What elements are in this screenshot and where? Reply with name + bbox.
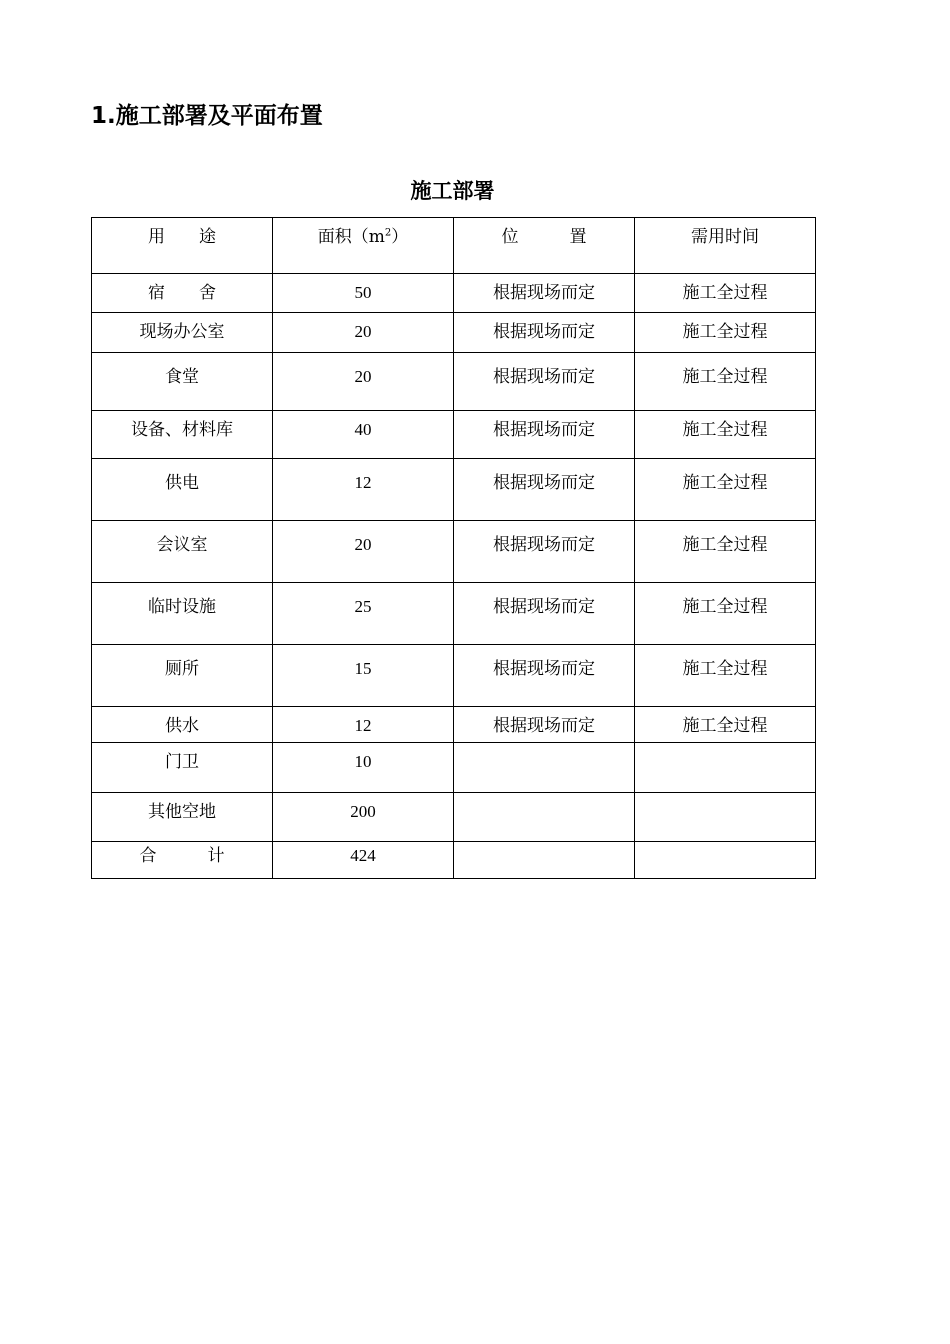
- cell-use: 会议室: [92, 521, 273, 583]
- cell-time: 施工全过程: [635, 411, 816, 459]
- cell-area: 20: [273, 521, 454, 583]
- cell-location: 根据现场而定: [454, 313, 635, 353]
- cell-location: 根据现场而定: [454, 274, 635, 313]
- table-row: [92, 743, 816, 793]
- cell-location: 根据现场而定: [454, 707, 635, 743]
- cell-time: 施工全过程: [635, 521, 816, 583]
- cell-area: 50: [273, 274, 454, 313]
- cell-location: 根据现场而定: [454, 411, 635, 459]
- cell-use: 食堂: [92, 353, 273, 411]
- cell-time: 施工全过程: [635, 274, 816, 313]
- table-row: [92, 274, 816, 313]
- table-row: [92, 842, 816, 879]
- header-location: 位 置: [454, 218, 635, 274]
- cell-use: 厕所: [92, 645, 273, 707]
- table-row: [92, 583, 816, 645]
- cell-time: [635, 842, 816, 879]
- cell-location: 根据现场而定: [454, 645, 635, 707]
- cell-area: 15: [273, 645, 454, 707]
- header-area-sup: 2: [384, 227, 392, 239]
- table-row: [92, 353, 816, 411]
- cell-time: [635, 743, 816, 793]
- table-row: [92, 793, 816, 842]
- cell-use: 临时设施: [92, 583, 273, 645]
- table-row: [92, 313, 816, 353]
- cell-area: 20: [273, 313, 454, 353]
- cell-area: 25: [273, 583, 454, 645]
- cell-location: [454, 793, 635, 842]
- cell-area: 200: [273, 793, 454, 842]
- cell-location: 根据现场而定: [454, 459, 635, 521]
- cell-use: 门卫: [92, 743, 273, 793]
- cell-use: 供水: [92, 707, 273, 743]
- cell-time: 施工全过程: [635, 353, 816, 411]
- section-heading: 1.施工部署及平面布置: [91, 103, 323, 129]
- cell-use: 其他空地: [92, 793, 273, 842]
- cell-location: 根据现场而定: [454, 583, 635, 645]
- table-row: [92, 645, 816, 707]
- table-row: [92, 459, 816, 521]
- cell-area: 10: [273, 743, 454, 793]
- cell-time: 施工全过程: [635, 459, 816, 521]
- cell-time: 施工全过程: [635, 707, 816, 743]
- table-header-row: [92, 218, 816, 274]
- cell-area: 12: [273, 459, 454, 521]
- cell-time: [635, 793, 816, 842]
- table-title: 施工部署: [410, 179, 495, 203]
- header-area-prefix: 面积（m: [317, 227, 385, 247]
- cell-location: [454, 743, 635, 793]
- header-time: 需用时间: [635, 218, 816, 274]
- cell-use: 合 计: [92, 842, 273, 879]
- header-area: [273, 218, 454, 274]
- header-area-suffix: ）: [391, 227, 409, 247]
- cell-time: 施工全过程: [635, 583, 816, 645]
- table-row: [92, 411, 816, 459]
- header-use: 用 途: [92, 218, 273, 274]
- cell-use: 现场办公室: [92, 313, 273, 353]
- table-row: [92, 707, 816, 743]
- cell-area: 424: [273, 842, 454, 879]
- cell-area: 12: [273, 707, 454, 743]
- cell-location: [454, 842, 635, 879]
- cell-use: 设备、材料库: [92, 411, 273, 459]
- cell-area: 40: [273, 411, 454, 459]
- table-row: [92, 521, 816, 583]
- cell-use: 宿 舍: [92, 274, 273, 313]
- cell-use: 供电: [92, 459, 273, 521]
- cell-location: 根据现场而定: [454, 521, 635, 583]
- cell-time: 施工全过程: [635, 645, 816, 707]
- cell-location: 根据现场而定: [454, 353, 635, 411]
- deployment-table: [91, 217, 816, 879]
- cell-time: 施工全过程: [635, 313, 816, 353]
- cell-area: 20: [273, 353, 454, 411]
